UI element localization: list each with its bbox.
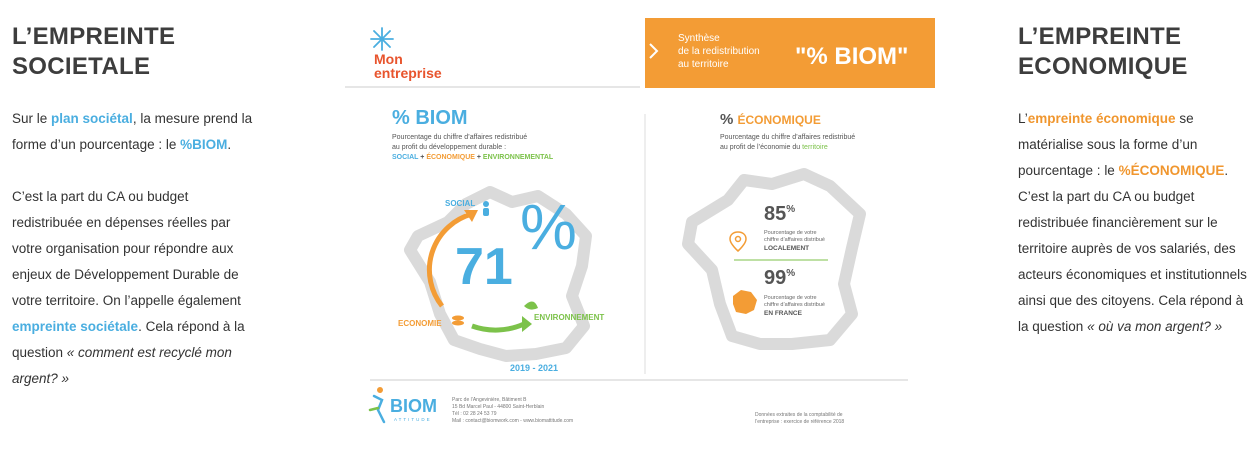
biom-desc-2: au profit du développement durable : (392, 144, 507, 151)
star-icon (371, 28, 393, 50)
people-icon (483, 201, 489, 216)
footer-address-1: Parc de l’Angevinière, Bâtiment B (452, 397, 527, 403)
banner-line2: de la redistribution (678, 46, 760, 57)
economic-paragraph-2 (1018, 184, 1250, 340)
empreinte-societale-highlight: empreinte sociétale (12, 319, 139, 334)
footer-address-2: 15 Bd Marcel Paul - 44800 Saint-Herblain (452, 404, 545, 410)
text: , la mesure prend la forme d’un pourcentage : le (12, 111, 253, 152)
footer (370, 387, 844, 425)
local-label: LOCALEMENT (764, 245, 810, 252)
france-text-2: chiffre d’affaires distribué (764, 302, 825, 308)
footer-phone: Tél : 02 28 24 53 79 (452, 411, 497, 417)
synthesis-banner (645, 18, 935, 88)
biom-panel (392, 107, 604, 373)
label-social: SOCIAL (445, 199, 476, 208)
france-map-right (688, 174, 860, 344)
economique-panel (688, 111, 860, 344)
banner-line3: au territoire (678, 59, 729, 70)
economic-title-line1: L’EMPREINTE (1018, 23, 1182, 50)
text: . Cela répond à la question (12, 319, 245, 360)
economic-section (1018, 22, 1250, 340)
france-value (764, 267, 795, 289)
footer-note-2: l’entreprise : exercice de référence 2018 (755, 419, 845, 425)
economic-title-line2: ECONOMIQUE (1018, 53, 1188, 80)
biom-desc-1: Pourcentage du chiffre d’affaires redistribué (392, 134, 528, 141)
plan-societal-highlight: plan sociétal (51, 111, 133, 126)
brand-sub: ATTITUDE (394, 417, 432, 422)
societal-section (12, 22, 262, 392)
local-text-1: Pourcentage de votre (764, 230, 817, 236)
societal-title-line1: L’EMPREINTE (12, 23, 176, 50)
sup: % (786, 204, 796, 215)
text: Sur le (12, 111, 52, 126)
societal-title (12, 22, 262, 82)
plus-sign: + (418, 154, 427, 161)
france-text-1: Pourcentage de votre (764, 295, 817, 301)
footer-contact: Mail : contact@biomwork.com - www.biomattitude.com (452, 418, 574, 424)
biom-period: 2019 - 2021 (510, 363, 559, 373)
leaf-icon (524, 301, 538, 309)
coins-icon (452, 316, 464, 326)
biom-percent-sign: % (520, 191, 577, 263)
logo-line2: entreprise (374, 65, 442, 81)
france-mini-map-icon (733, 290, 757, 314)
economique-word: ÉCONOMIQUE (737, 113, 821, 127)
brand-name: BIOM (390, 396, 437, 416)
person-icon (370, 387, 384, 422)
societal-title-line2: SOCIETALE (12, 53, 151, 80)
biom-attitude-logo (370, 387, 437, 422)
societal-paragraph-2 (12, 184, 262, 392)
biom-categories (392, 152, 554, 161)
economique-sign: % (720, 111, 734, 128)
biom-value: 71 (455, 238, 513, 296)
sup: % (786, 268, 796, 279)
category-social: SOCIAL (392, 154, 419, 161)
societal-paragraph-1 (12, 106, 262, 158)
footer-note-1: Données extraites de la comptabilité de (755, 412, 843, 418)
local-text-2: chiffre d’affaires distribué (764, 237, 825, 243)
arrow-head-icon (522, 316, 532, 332)
france-label: EN FRANCE (764, 310, 802, 317)
biom-highlight: %BIOM (180, 137, 228, 152)
economique-highlight: %ÉCONOMIQUE (1118, 163, 1225, 178)
banner-big-title: "% BIOM" (795, 43, 909, 70)
eco-desc-2 (720, 144, 828, 151)
text: . (1224, 163, 1229, 178)
label-economie: ECONOMIE (398, 319, 442, 328)
text: . (227, 137, 232, 152)
territoire-highlight: territoire (802, 144, 828, 151)
mon-entreprise-logo (371, 28, 442, 81)
economic-paragraph-1 (1018, 106, 1250, 184)
value: 99 (764, 267, 787, 289)
local-value (764, 203, 795, 225)
label-environnement: ENVIRONNEMENT (534, 313, 605, 322)
category-environnemental: ENVIRONNEMENTAL (482, 154, 554, 161)
text: C’est la part du CA ou budget redistribuée en dépenses réelles par votre organisation pour répondre aux enjeux de Développement Durable de votre territoire. On l’appelle également (12, 189, 241, 308)
economique-title (720, 111, 821, 128)
value: 85 (764, 203, 787, 225)
economic-title (1018, 22, 1250, 82)
logo-line1: Mon (374, 51, 403, 67)
empreinte-economique-highlight: empreinte économique (1027, 111, 1176, 126)
question-quote: « où va mon argent? » (1087, 319, 1223, 334)
text: C’est la part du CA ou budget redistribuée financièrement sur le territoire auprès de vos salariés, des acteurs économiques et institutionnels ainsi que des citoyens. Cela répond à la question (1018, 189, 1247, 334)
banner-line1: Synthèse (678, 33, 720, 44)
biom-title: % BIOM (392, 107, 468, 129)
map-pin-icon (730, 232, 746, 251)
economie-cycle-arrow (472, 324, 524, 330)
synthesis-infographic (340, 14, 940, 454)
text: L’ (1018, 111, 1028, 126)
text: se matérialise sous la forme d’un pourcentage : le (1018, 111, 1198, 178)
eco-desc-1: Pourcentage du chiffre d’affaires redistribué (720, 134, 856, 141)
text: au profit de l’économie du (720, 144, 803, 151)
plus-sign: + (474, 154, 483, 161)
category-economique: ÉCONOMIQUE (426, 154, 475, 161)
question-quote: « comment est recyclé mon argent? » (12, 345, 232, 386)
